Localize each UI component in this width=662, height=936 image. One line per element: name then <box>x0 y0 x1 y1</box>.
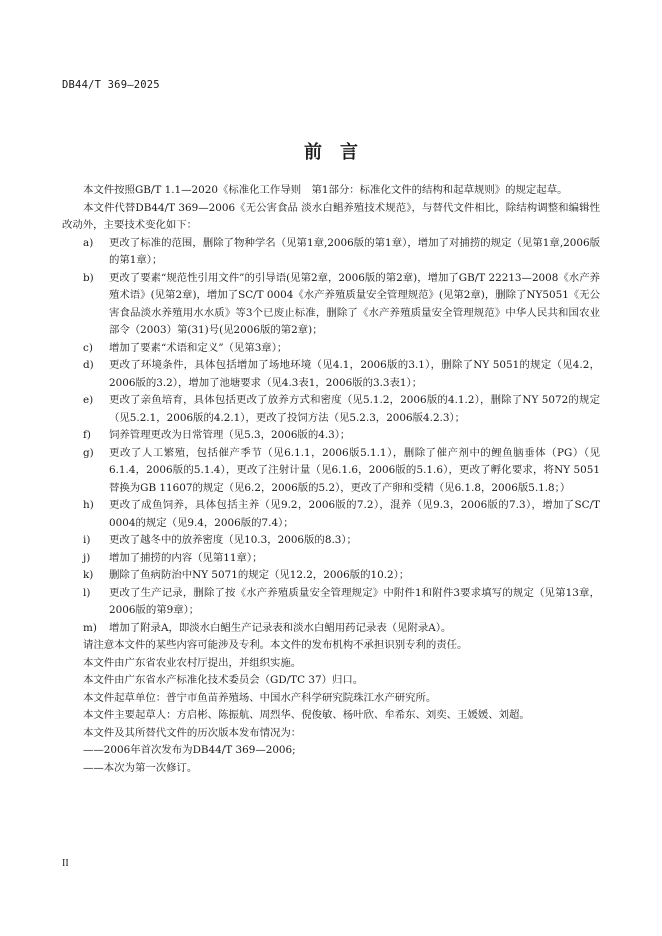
list-item <box>62 340 600 358</box>
intro-paragraph: 本文件代替DB44/T 369—2006《无公害食品 淡水白鲳养殖技术规范》，与替代文件相比，除结构调整和编辑性改动外，主要技术变化如下： <box>62 201 600 231</box>
document-body <box>62 182 600 777</box>
list-text: 更改了成鱼饲养，具体包括主养（见9.2，2006版的7.2），混养（见9.3，2006版的7.3），增加了SC/T 0004的规定（见9.4，2006版的7.4）； <box>109 499 600 529</box>
list-text: 增加了捕捞的内容（见第11章）； <box>109 551 263 564</box>
closing-line: ——2006年首次发布为DB44/T 369—2006; <box>83 744 296 756</box>
closing-line: 本文件由广东省水产标准化技术委员会（GD/TC 37）归口。 <box>83 674 364 686</box>
list-text: 更改了越冬中的放养密度（见10.3，2006版的8.3）； <box>109 534 357 546</box>
list-marker: c) <box>83 341 93 354</box>
list-text: 增加了要素“术语和定义”（见第3章）； <box>109 341 288 354</box>
list-text: 更改了要素“规范性引用文件”的引导语(见第2章，2006版的第2章)，增加了GB/T 22213—2008《水产养殖术语》(见第2章)，增加了SC/T 0004《水产养殖质量安全管理规范》(见第2章)，删除了NY5051《无公害食品淡水养殖用水水质》等3个已废止标准，删除了《水产养殖质量安全管理规范》中华人民共和国农业部令（2003）第(31)号(见2006版的第2章)； <box>109 271 600 336</box>
list-item <box>62 427 600 445</box>
list-item <box>62 445 600 498</box>
closing-line: ——本次为第一次修订。 <box>83 761 198 774</box>
list-marker: b) <box>83 271 94 284</box>
list-marker: j) <box>83 551 91 564</box>
list-item <box>62 567 600 585</box>
list-marker: g) <box>83 446 94 459</box>
list-marker: d) <box>83 359 94 371</box>
list-text: 删除了鱼病防治中NY 5071的规定（见12.2，2006版的10.2）； <box>109 569 410 581</box>
list-item <box>62 532 600 550</box>
list-text: 更改了生产记录，删除了按《水产养殖质量安全管理规定》中附件1和附件3要求填写的规定（见第13章，2006版的第9章）； <box>109 586 600 616</box>
list-text: 更改了人工繁殖，包括催产季节（见6.1.1，2006版5.1.1），删除了催产剂中的鲤鱼脑垂体（PG）（见6.1.4，2006版的5.1.4），更改了注射计量（见6.1.6，2006版的5.1.6），更改了孵化要求，将NY 5051替换为GB 11607的规定（见6.2，2006版的5.2），更改了产卵和受精（见6.1.8，2006版5.1.8；） <box>109 446 600 494</box>
list-marker: a) <box>83 236 94 249</box>
list-marker: h) <box>83 499 94 511</box>
list-item <box>62 392 600 427</box>
list-text: 饲养管理更改为日常管理（见5.3，2006版的4.3）； <box>109 429 351 441</box>
list-item <box>62 620 600 638</box>
list-marker: f) <box>83 429 91 441</box>
list-text: 更改了标准的范围，删除了物种学名（见第1章,2006版的第1章），增加了对捕捞的规定（见第1章,2006版的第1章）； <box>109 236 600 266</box>
list-item <box>62 357 600 392</box>
page-title: 前 言 <box>304 142 358 163</box>
list-text: 更改了环境条件，具体包括增加了场地环境（见4.1，2006版的3.1），删除了NY 5051的规定（见4.2，2006版的3.2），增加了池塘要求（见4.3表1，2006版的3.3表1）； <box>109 359 600 389</box>
list-text: 增加了附录A，即淡水白鲳生产记录表和淡水白鲳用药记录表（见附录A）。 <box>109 621 452 634</box>
list-marker: m) <box>83 621 97 634</box>
closing-line: 本文件由广东省农业农村厅提出，并组织实施。 <box>83 656 302 669</box>
page-number: II <box>62 858 69 869</box>
list-marker: l) <box>83 586 91 599</box>
list-marker: k) <box>83 569 94 581</box>
list-marker: e) <box>83 394 94 406</box>
list-item <box>62 550 600 568</box>
list-item <box>62 235 600 270</box>
closing-line: 本文件主要起草人：方启彬、陈振航、周烈华、倪俊敏、杨叶欣、牟希东、刘奕、王媛媛、刘超。 <box>83 709 530 721</box>
document-id-header: DB44/T 369—2025 <box>62 79 160 91</box>
closing-line: 本文件及其所替代文件的历次版本发布情况为： <box>83 726 302 739</box>
closing-line: 本文件起草单位：普宁市鱼苗养殖场、中国水产科学研究院珠江水产研究所。 <box>83 691 437 704</box>
list-item <box>62 270 600 340</box>
intro-paragraph: 本文件按照GB/T 1.1—2020《标准化工作导则 第1部分：标准化文件的结构和起草规则》的规定起草。 <box>83 184 568 196</box>
list-marker: i) <box>83 534 91 546</box>
list-text: 更改了亲鱼培育，具体包括更改了放养方式和密度（见5.1.2，2006版的4.1.2），删除了NY 5072的规定（见5.2.1，2006版的4.2.1），更改了投饲方法（见5.2.3，2006版4.2.3）； <box>109 394 600 424</box>
closing-line: 请注意本文件的某些内容可能涉及专利。本文件的发布机构不承担识别专利的责任。 <box>83 639 468 651</box>
list-item <box>62 585 600 620</box>
list-item <box>62 497 600 532</box>
